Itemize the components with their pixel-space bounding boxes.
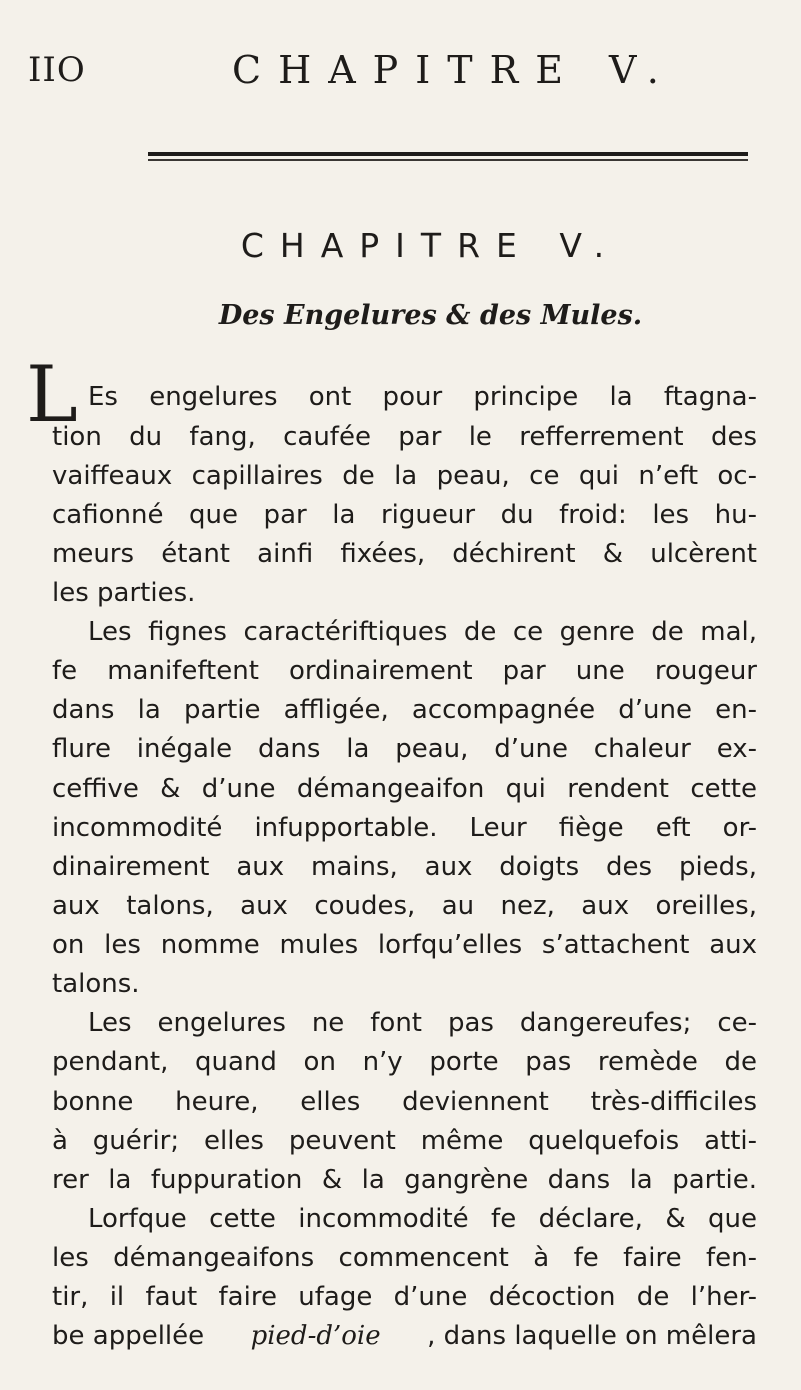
- text-line: bonne heure, elles deviennent très-difficiles: [52, 1087, 757, 1117]
- text-line: cafionné que par la rigueur du froid: les hu-: [52, 500, 757, 530]
- text-line: tir, il faut faire ufage d’une décoction de l’her-: [52, 1282, 757, 1312]
- text-line: on les nomme mules lorfqu’elles s’attachent aux: [52, 930, 757, 960]
- running-title: CHAPITRE V.: [232, 48, 676, 92]
- text-line: vaiffeaux capillaires de la peau, ce qui n’eft oc-: [52, 461, 757, 491]
- text-line: dans la partie affligée, accompagnée d’une en-: [52, 695, 757, 725]
- text-line: à guérir; elles peuvent même quelquefois atti-: [52, 1126, 757, 1156]
- text-line: pendant, quand on n’y porte pas remède de: [52, 1047, 757, 1077]
- chapter-heading: CHAPITRE V.: [240, 226, 621, 265]
- text-line: meurs étant ainfi fixées, déchirent & ulcèrent: [52, 539, 757, 569]
- text-line: rer la fuppuration & la gangrène dans la partie.: [52, 1165, 757, 1195]
- text-line: dinairement aux mains, aux doigts des pieds,: [52, 852, 757, 882]
- text-line: Lorfque cette incommodité fe déclare, & que: [88, 1204, 757, 1234]
- text-fragment: , dans laquelle on mêlera: [427, 1321, 757, 1351]
- text-line: incommodité infupportable. Leur fiège eft or-: [52, 813, 757, 843]
- decorative-rule: [148, 152, 748, 161]
- text-line: fe manifeftent ordinairement par une rougeur: [52, 656, 757, 686]
- text-line: tion du fang, caufée par le refferrement des: [52, 422, 757, 452]
- text-line: les démangeaifons commencent à fe faire fen-: [52, 1243, 757, 1273]
- text-line: talons.: [52, 969, 140, 999]
- text-line: ceffive & d’une démangeaifon qui rendent cette: [52, 774, 757, 804]
- text-line: les parties.: [52, 578, 196, 608]
- text-fragment: be appellée: [52, 1321, 205, 1351]
- page-number: IIO: [28, 50, 86, 90]
- text-line: flure inégale dans la peau, d’une chaleur ex-: [52, 734, 757, 764]
- drop-cap: L: [26, 350, 78, 440]
- italic-term: pied-d’oie: [250, 1321, 381, 1351]
- chapter-subtitle: Des Engelures & des Mules.: [218, 300, 643, 331]
- text-line: Les fignes caractériftiques de ce genre de mal,: [88, 617, 757, 647]
- text-line: aux talons, aux coudes, au nez, aux oreilles,: [52, 891, 757, 921]
- text-line-last: [52, 1321, 757, 1351]
- text-line: Les engelures ne font pas dangereufes; ce-: [88, 1008, 757, 1038]
- running-head: [28, 48, 788, 98]
- text-line: Es engelures ont pour principe la ftagna-: [88, 382, 757, 412]
